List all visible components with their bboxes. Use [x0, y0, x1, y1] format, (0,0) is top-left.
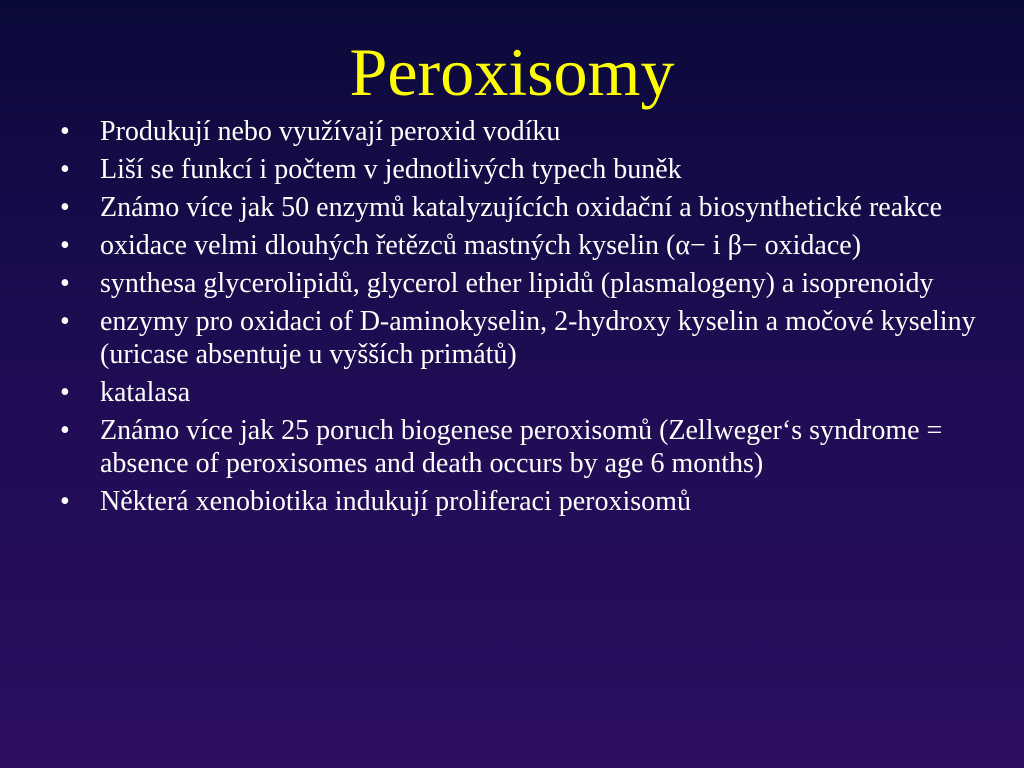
bullet-item [56, 115, 986, 148]
bullet-item [56, 305, 986, 371]
bullet-text: oxidace velmi dlouhých řetězců mastných kyselin (α− i β− oxidace) [100, 230, 862, 261]
bullet-icon: • [60, 377, 70, 408]
bullet-icon: • [60, 154, 70, 185]
bullet-icon: • [60, 230, 70, 261]
bullet-item [56, 191, 986, 224]
bullet-text: Některá xenobiotika indukují proliferaci peroxisomů [100, 486, 691, 517]
bullet-item [56, 229, 986, 262]
bullet-item [56, 376, 986, 409]
bullet-text: synthesa glycerolipidů, glycerol ether lipidů (plasmalogeny) a isoprenoidy [100, 268, 934, 299]
bullet-text: Produkují nebo využívají peroxid vodíku [100, 116, 561, 147]
bullet-text: Známo více jak 50 enzymů katalyzujících oxidační a biosynthetické reakce [100, 192, 942, 223]
bullet-item [56, 485, 986, 518]
bullet-item [56, 414, 986, 480]
bullet-item [56, 267, 986, 300]
bullet-icon: • [60, 268, 70, 299]
bullet-list [56, 115, 986, 523]
slide-title: Peroxisomy [349, 34, 675, 110]
bullet-icon: • [60, 192, 70, 223]
bullet-icon: • [60, 306, 70, 337]
bullet-icon: • [60, 116, 70, 147]
bullet-text: enzymy pro oxidaci of D-aminokyselin, 2-hydroxy kyselin a močové kyseliny (uricase absentuje u vyšších primátů) [100, 306, 976, 370]
bullet-icon: • [60, 486, 70, 517]
bullet-item [56, 153, 986, 186]
bullet-icon: • [60, 415, 70, 446]
bullet-text: Známo více jak 25 poruch biogenese peroxisomů (Zellweger‘s syndrome = absence of peroxisomes and death occurs by age 6 months) [100, 415, 943, 479]
bullet-text: Liší se funkcí i počtem v jednotlivých typech buněk [100, 154, 682, 185]
bullet-text: katalasa [100, 377, 191, 408]
